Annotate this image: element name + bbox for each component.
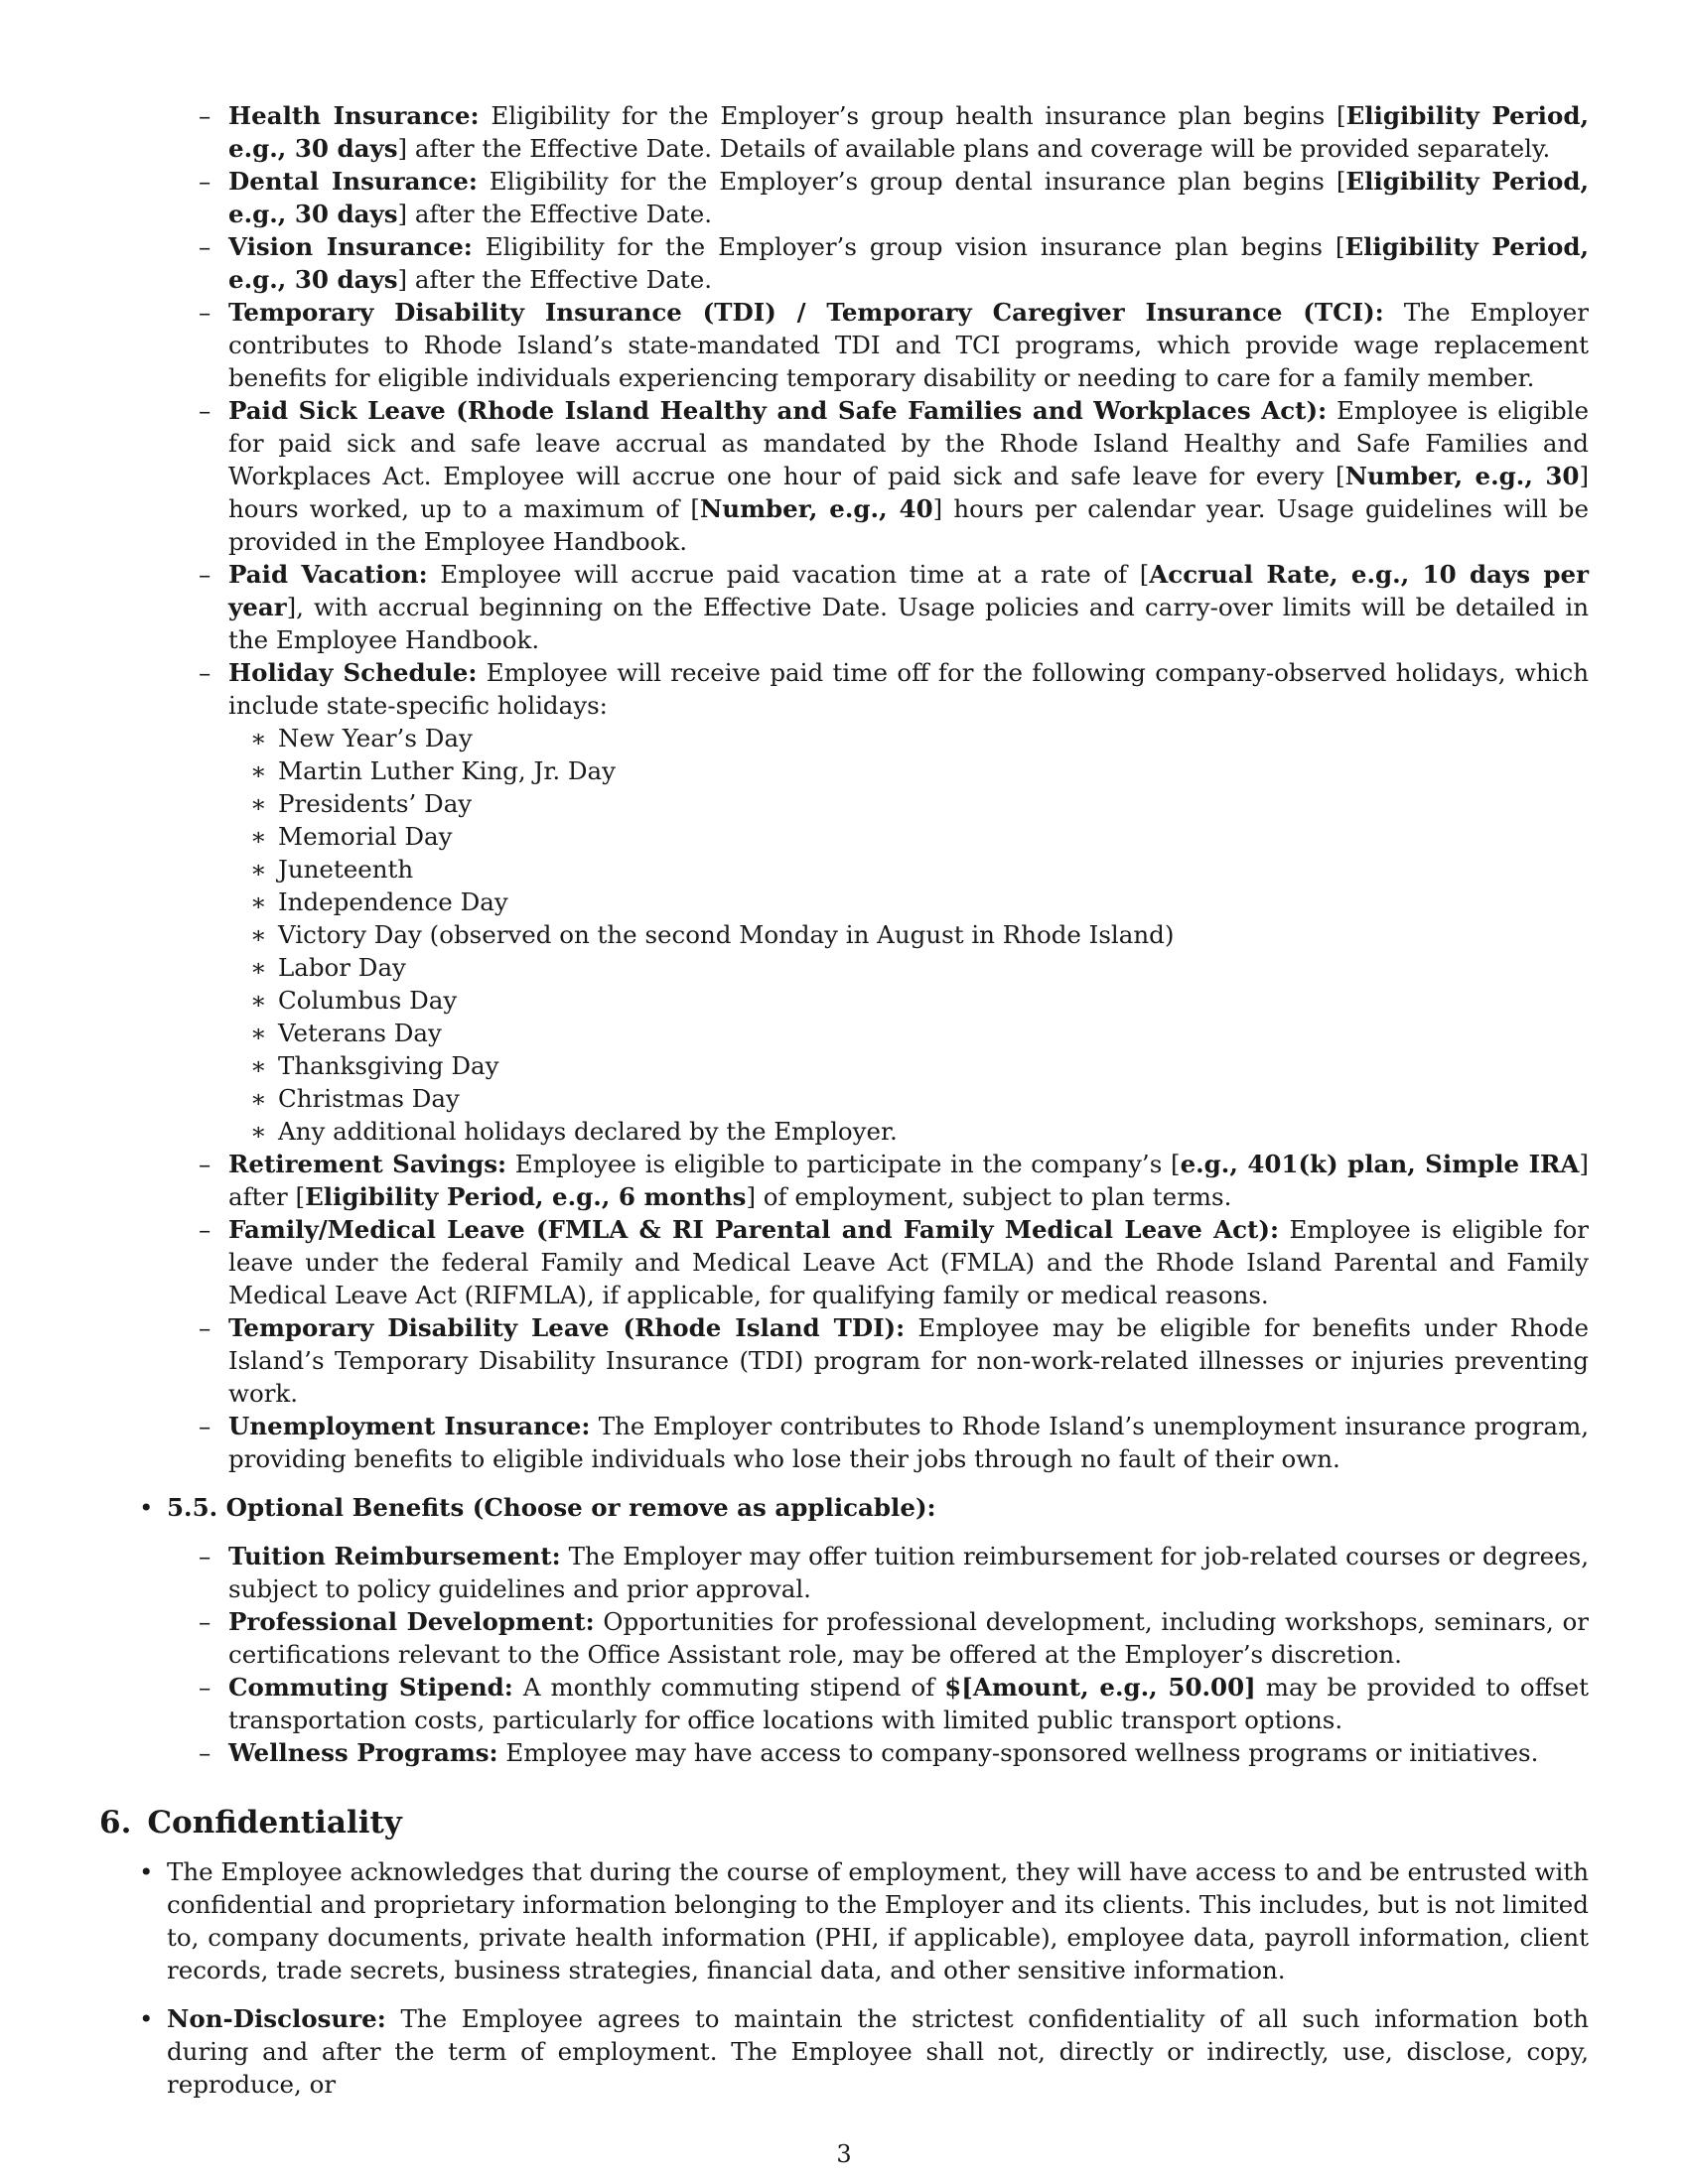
holiday-name: Independence Day [278,887,508,916]
section-title: Confidentiality [147,1805,402,1841]
holiday-item [250,951,1589,984]
holiday-item [250,754,1589,787]
dash-icon: – [199,1607,211,1636]
placeholder-text: Eligibility Period, e.g., 6 months [305,1182,747,1211]
benefit-item [199,165,1589,230]
item-text: Eligibility for the Employer’s group dental insurance plan begins [ [477,167,1346,196]
asterisk-icon: ∗ [250,1117,267,1146]
optional-benefits-heading: 5.5. Optional Benefits (Choose or remove as applicable): [167,1493,936,1522]
item-text: Employee is eligible to participate in the company’s [ [506,1150,1181,1178]
dash-icon: – [199,1542,211,1570]
dash-icon: – [199,1738,211,1767]
asterisk-icon: ∗ [250,887,267,916]
holiday-item [250,820,1589,853]
holiday-item [250,787,1589,820]
holiday-item [250,1017,1589,1049]
item-text: Employee will receive paid time off for the following company-observed holidays, which include state-specific holidays: [228,658,1589,720]
benefit-item [199,230,1589,296]
dash-icon: – [199,560,211,589]
dash-icon: – [199,101,211,130]
placeholder-text: $[Amount, e.g., 50.00] [944,1673,1256,1702]
bullet-icon: • [139,1493,154,1522]
holiday-name: Martin Luther King, Jr. Day [278,756,617,785]
item-label: Unemployment Insurance: [228,1412,591,1440]
asterisk-icon: ∗ [250,822,267,851]
item-text: Employee is eligible for paid sick and safe leave accrual as mandated by the Rhode Island Healthy and Safe Families and Workplaces Act. Employee will accrue one hour of paid sick and safe leave for every [ [228,396,1589,490]
dash-icon: – [199,1412,211,1440]
holiday-item [250,886,1589,918]
item-text: The Employer contributes to Rhode Island’s unemployment insurance program, providing benefits to eligible individuals who lose their jobs through no fault of their own. [228,1412,1589,1473]
benefits-list [199,99,1590,1475]
asterisk-icon: ∗ [250,855,267,884]
item-label: Professional Development: [228,1607,595,1636]
holiday-name: Labor Day [278,953,406,982]
item-label: Paid Sick Leave (Rhode Island Healthy and Safe Families and Workplaces Act): [228,396,1328,425]
confidentiality-item [139,1855,1589,1986]
item-text: Employee may be eligible for benefits under Rhode Island’s Temporary Disability Insurance (TDI) program for non-work-related illnesses or injuries preventing work. [228,1313,1589,1408]
optional-benefit-item [199,1540,1589,1605]
holiday-name: Victory Day (observed on the second Monday in August in Rhode Island) [278,920,1175,949]
holiday-item [250,1049,1589,1082]
holiday-item [250,722,1589,754]
item-label: Commuting Stipend: [228,1673,513,1702]
holiday-item [250,1115,1589,1148]
item-text: A monthly commuting stipend of [512,1673,945,1702]
holiday-name: Christmas Day [278,1084,460,1113]
placeholder-text: Eligibility Period, e.g., 30 days [228,101,1589,163]
page-content [99,99,1589,2101]
holiday-item [250,918,1589,951]
confidentiality-item [139,2002,1589,2101]
item-text: The Employer contributes to Rhode Island’s state-mandated TDI and TCI programs, which provide wage replacement benefits for eligible individuals experiencing temporary disability or needing to care for a family member. [228,298,1589,392]
item-text: Employee will accrue paid vacation time at a rate of [ [427,560,1150,589]
bullet-icon: • [139,1857,154,1886]
holiday-item [250,853,1589,886]
benefit-item [199,296,1589,394]
holiday-name: Thanksgiving Day [278,1051,499,1080]
dash-icon: – [199,167,211,196]
page-number: 3 [836,2140,852,2168]
dash-icon: – [199,232,211,261]
holiday-name: Any additional holidays declared by the Employer. [278,1117,898,1146]
benefit-item [199,1311,1589,1410]
optional-benefit-item [199,1736,1589,1769]
asterisk-icon: ∗ [250,1051,267,1080]
item-text: ] hours per calendar year. Usage guidelines will be provided in the Employee Handbook. [228,494,1589,556]
placeholder-text: e.g., 401(k) plan, Simple IRA [1180,1150,1580,1178]
asterisk-icon: ∗ [250,789,267,818]
optional-benefit-item [199,1671,1590,1736]
item-text: The Employee agrees to maintain the strictest confidentiality of all such information both during and after the term of employment. The Employee shall not, directly or indirectly, use, disclose, copy, reproduce, or [167,2004,1589,2099]
benefit-item [199,1410,1589,1475]
item-label: Holiday Schedule: [228,658,478,687]
item-text: Eligibility for the Employer’s group vision insurance plan begins [ [472,232,1345,261]
item-label: Dental Insurance: [228,167,478,196]
holiday-list [250,722,1589,1148]
item-text: ] after the Effective Date. [397,200,712,228]
item-label: Vision Insurance: [228,232,473,261]
optional-benefits-list [199,1540,1590,1769]
item-text: The Employee acknowledges that during the course of employment, they will have access to and be entrusted with confidential and proprietary information belonging to the Employer and its clients. This includes, but is not limited to, company documents, private health information (PHI, if applicable), employee data, payroll information, client records, trade secrets, business strategies, financial data, and other sensitive information. [167,1857,1589,1984]
holiday-name: Veterans Day [278,1019,442,1047]
placeholder-text: Eligibility Period, e.g., 30 days [228,167,1589,228]
holiday-name: Juneteenth [278,855,414,884]
dash-icon: – [199,1313,211,1342]
benefit-item [199,656,1589,1148]
asterisk-icon: ∗ [250,1084,267,1113]
item-text: ] after [ [228,1150,1589,1211]
item-label: Retirement Savings: [228,1150,507,1178]
item-label: Health Insurance: [228,101,480,130]
benefit-item [199,1213,1590,1311]
holiday-name: New Year’s Day [278,724,473,752]
item-text: The Employer may offer tuition reimbursement for job-related courses or degrees, subject to policy guidelines and prior approval. [228,1542,1589,1603]
item-text: Employee may have access to company-sponsored wellness programs or initiatives. [497,1738,1539,1767]
optional-benefits-item [139,1491,1589,1524]
item-label: Temporary Disability Leave (Rhode Island TDI): [228,1313,906,1342]
holiday-item [250,984,1589,1017]
bullet-icon: • [139,2004,154,2033]
item-text: may be provided to offset transportation costs, particularly for office locations with limited public transport options. [228,1673,1590,1734]
item-text: ], with accrual beginning on the Effective Date. Usage policies and carry-over limits will be detailed in the Employee Handbook. [228,593,1589,654]
optional-benefit-item [199,1605,1589,1671]
item-label: Tuition Reimbursement: [228,1542,561,1570]
holiday-name: Columbus Day [278,986,458,1015]
asterisk-icon: ∗ [250,986,267,1015]
item-label: Paid Vacation: [228,560,428,589]
dash-icon: – [199,658,211,687]
optional-benefits-section [139,1491,1589,1524]
dash-icon: – [199,1673,211,1702]
benefit-item [199,99,1589,165]
item-text: Opportunities for professional development, including workshops, seminars, or certifications relevant to the Office Assistant role, may be offered at the Employer’s discretion. [228,1607,1589,1669]
holiday-name: Presidents’ Day [278,789,473,818]
item-text: ] of employment, subject to plan terms. [746,1182,1232,1211]
item-label: Non-Disclosure: [167,2004,386,2033]
asterisk-icon: ∗ [250,724,267,752]
item-text: Employee is eligible for leave under the federal Family and Medical Leave Act (FMLA) and the Rhode Island Parental and Family Medical Leave Act (RIFMLA), if applicable, for qualifying family or medical reasons. [228,1215,1590,1309]
asterisk-icon: ∗ [250,756,267,785]
placeholder-text: Accrual Rate, e.g., 10 days per year [228,560,1589,621]
item-text: ] after the Effective Date. [397,265,712,294]
section-number: 6. [99,1805,132,1841]
asterisk-icon: ∗ [250,953,267,982]
holiday-item [250,1082,1589,1115]
benefit-item [199,558,1589,656]
placeholder-text: Number, e.g., 30 [1344,462,1580,490]
placeholder-text: Number, e.g., 40 [699,494,933,523]
item-text: Eligibility for the Employer’s group health insurance plan begins [ [479,101,1346,130]
section-heading-confidentiality [99,1807,1589,1840]
item-text: ] after the Effective Date. Details of available plans and coverage will be provided separately. [397,134,1551,163]
holiday-name: Memorial Day [278,822,453,851]
dash-icon: – [199,1215,211,1244]
asterisk-icon: ∗ [250,1019,267,1047]
benefit-item [199,394,1589,558]
dash-icon: – [199,298,211,327]
item-label: Wellness Programs: [228,1738,498,1767]
dash-icon: – [199,396,211,425]
confidentiality-list [139,1855,1589,2101]
item-label: Family/Medical Leave (FMLA & RI Parental and Family Medical Leave Act): [228,1215,1280,1244]
item-label: Temporary Disability Insurance (TDI) / Temporary Caregiver Insurance (TCI): [228,298,1384,327]
dash-icon: – [199,1150,211,1178]
asterisk-icon: ∗ [250,920,267,949]
item-text: ] hours worked, up to a maximum of [ [228,462,1589,523]
placeholder-text: Eligibility Period, e.g., 30 days [228,232,1589,294]
benefit-item [199,1148,1589,1213]
